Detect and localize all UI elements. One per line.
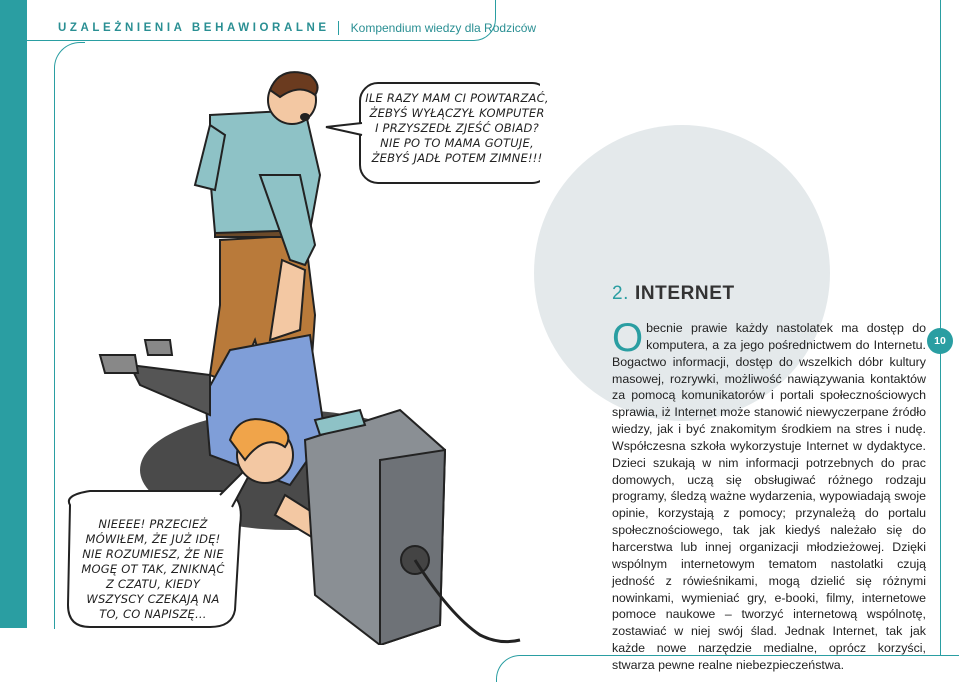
section-title: INTERNET	[634, 283, 735, 304]
page-number: 10	[934, 335, 946, 347]
body-paragraph: becnie prawie każdy nastolatek ma dostęp do komputera, a za jego pośrednictwem do Internetu. Bogactwo informacji, dostęp do wszelkich dóbr kultury masowej, rozrywki, możliwość nawiązywania kontaktów za pomocą komunikatorów i portali społecznościowych sprawia, iż Internet może stanowić niewyczerpane źródło wiedzy, jak i być znakomitym środkiem na stres i nudę. Współczesna szkoła wykorzystuje Internet w dydaktyce. Dzieci szukają w nim informacji potrzebnych do prac domowych, uczą się obsługiwać różnego rodzaju programy, śledzą ważne wydarzenia, wypowiadają swoje opinie, korzystają z pomocy; przynależą do portalu społecznościowego, tak jak kiedyś należało się do harcerstwa lub innej organizacji młodzieżowej. Dzięki wspólnym internetowym tematom nastolatki czują jedność z rówieśnikami, mogą dzielić się różnymi nowinkami, wymieniać gry, e-booki, filmy, internetowe pomoce naukowe – tworzyć internetową wspólnotę, zostawiać w niej swój ślad. Jednak Internet, tak jak każde nowe narzędzie medialne, oprócz korzyści, stwarza pewne realne niebezpieczeństwa.	[612, 321, 926, 672]
running-header	[58, 19, 536, 37]
header-subtitle: Kompendium wiedzy dla Rodziców	[350, 21, 537, 35]
header-separator	[338, 21, 339, 35]
drop-cap: O	[612, 316, 644, 360]
page-number-badge	[927, 328, 953, 354]
section-number: 2.	[612, 283, 630, 304]
bubble-father-text: ILE RAZY MAM CI POWTARZAĆ, ŻEBYŚ WYŁĄCZYŁ KOMPUTER I PRZYSZEDŁ ZJEŚĆ OBIAD? NIE PO TO MAMA GOTUJE, ŻEBYŚ JADŁ POTEM ZIMNE!!!	[365, 91, 549, 165]
bubble-son-text: NIEEEE! PRZECIEŻ MÓWIŁEM, ŻE JUŻ IDĘ! NIE ROZUMIESZ, ŻE NIE MOGĘ OT TAK, ZNIKNĄĆ Z CZATU, KIEDY WSZYSCY CZEKAJĄ NA TO, CO NAPISZĘ…	[81, 517, 225, 621]
teal-side-strip	[0, 0, 27, 628]
header-title: UZALEŻNIENIA BEHAWIORALNE	[58, 22, 330, 34]
section-body	[612, 316, 926, 674]
computer-tower	[305, 410, 520, 645]
section-heading	[612, 283, 735, 305]
